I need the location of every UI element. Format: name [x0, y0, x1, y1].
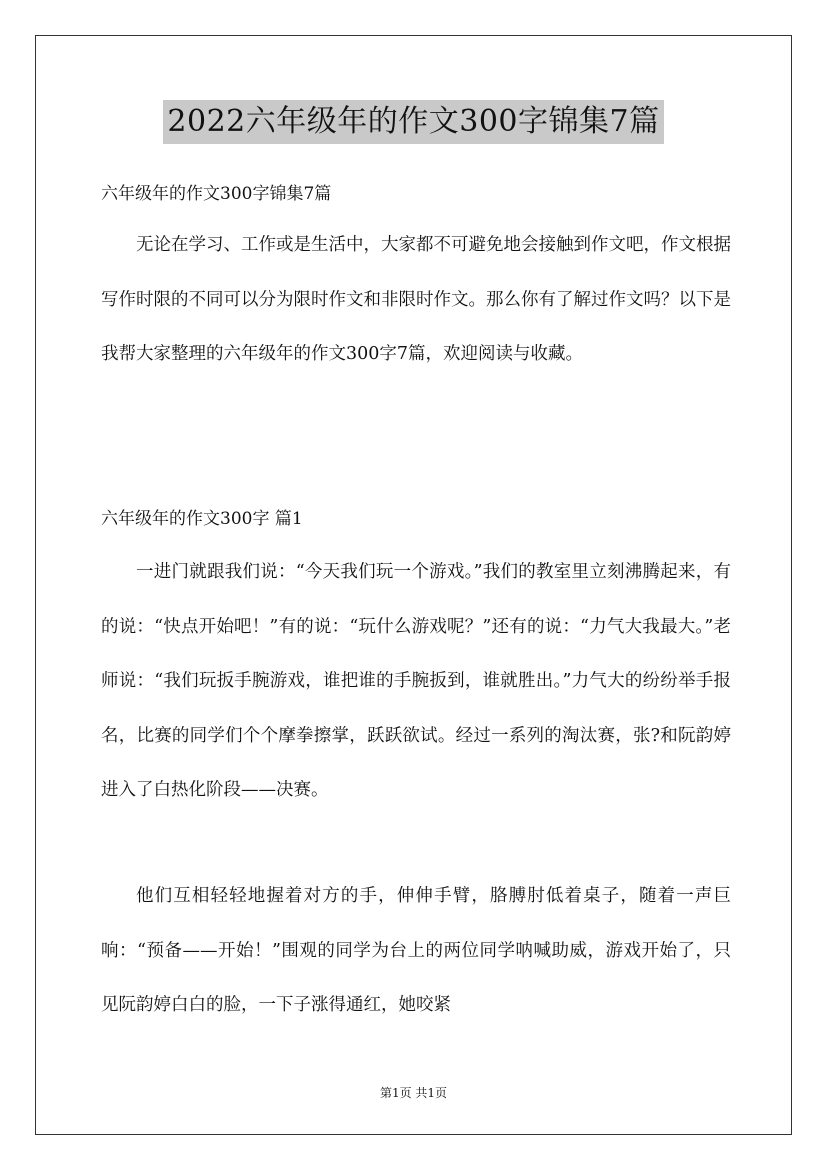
- body-paragraph-2: 他们互相轻轻地握着对方的手，伸伸手臂，胳膊肘低着桌子，随着一声巨响：“预备——开始！”围观的同学为台上的两位同学呐喊助威，游戏开始了，只见阮韵婷白白的脸，一下子涨得通红，她咬紧: [101, 886, 731, 1015]
- title-container: [0, 100, 827, 144]
- intro-paragraph: 无论在学习、工作或是生活中，大家都不可避免地会接触到作文吧，作文根据写作时限的不同可以分为限时作文和非限时作文。那么你有了解过作文吗？以下是我帮大家整理的六年级年的作文300字7篇，欢迎阅读与收藏。: [101, 235, 731, 364]
- document-subtitle: 六年级年的作文300字锦集7篇: [101, 184, 332, 204]
- body-paragraph-1: 一进门就跟我们说：“今天我们玩一个游戏。”我们的教室里立刻沸腾起来，有的说：“快点开始吧！”有的说：“玩什么游戏呢？”还有的说：“力气大我最大。”老师说：“我们玩扳手腕游戏，谁把谁的手腕扳到，谁就胜出。”力气大的纷纷举手报名，比赛的同学们个个摩拳擦掌，跃跃欲试。经过一系列的淘汰赛，张?和阮韵婷进入了白热化阶段——决赛。: [101, 562, 731, 800]
- document-title: 2022六年级年的作文300字锦集7篇: [163, 100, 663, 144]
- page-footer: 第1页 共1页: [379, 1086, 448, 1100]
- section-heading: 六年级年的作文300字 篇1: [101, 509, 303, 529]
